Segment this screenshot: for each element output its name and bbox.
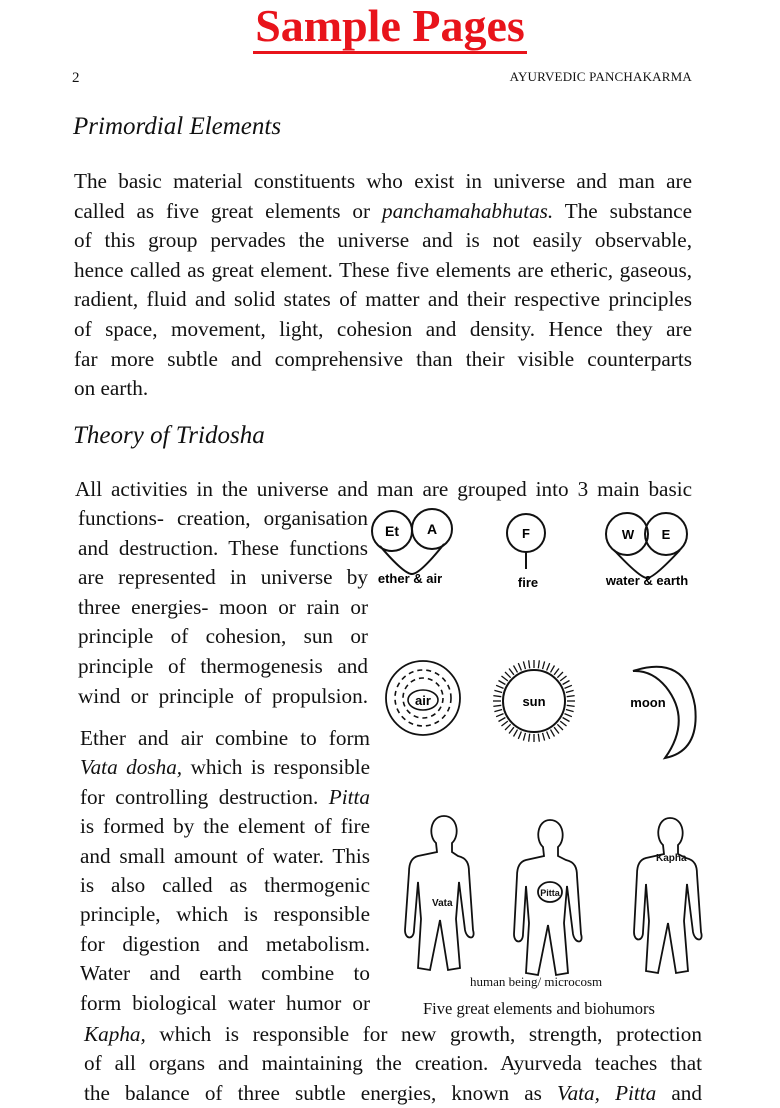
sun-ray xyxy=(543,733,545,741)
et-letter: Et xyxy=(385,523,399,539)
sun-ray xyxy=(547,663,550,670)
sun-ray xyxy=(563,681,570,685)
sun-ray xyxy=(551,665,555,672)
sun-ray xyxy=(560,721,566,726)
text-line: of space, movement, light, cohesion and density. Hence they are xyxy=(74,317,692,341)
text-line: three energies- moon or rain or xyxy=(78,594,368,619)
ether-air-diagram xyxy=(372,509,452,586)
air-label: air xyxy=(415,693,431,708)
ether-air-label: ether & air xyxy=(377,571,443,586)
fire-label: fire xyxy=(517,575,539,590)
sample-pages-banner: Sample Pages xyxy=(0,0,780,54)
s2-first-line: All activities in the universe and man are grouped into 3 main basic xyxy=(75,477,692,501)
text-line: radient, fluid and solid states of matter and their respective principles xyxy=(74,287,692,312)
page-number: 2 xyxy=(72,70,80,86)
text-line: functions- creation, organisation xyxy=(78,506,368,530)
text-line: and small amount of water. This xyxy=(80,843,370,868)
text-line: wind or principle of propulsion. xyxy=(78,683,368,708)
text-line: The basic material constituents who exist in universe and man are xyxy=(74,169,692,193)
text-line: are represented in universe by xyxy=(78,565,368,590)
water-earth-diagram xyxy=(605,513,688,588)
text-line: for digestion and metabolism. xyxy=(80,931,370,956)
sun-ray xyxy=(557,672,563,678)
sun-ray xyxy=(505,724,511,730)
text-line: of all organs and maintaining the creation. Ayurveda teaches that xyxy=(84,1051,702,1076)
f-letter: F xyxy=(522,526,530,541)
sun-ray xyxy=(564,685,571,688)
pitta-label: Pitta xyxy=(540,888,560,898)
sun-ray xyxy=(560,676,566,681)
text-line: Vata dosha, which is responsible xyxy=(80,755,370,780)
sun-ray xyxy=(543,661,545,669)
kapha-figure xyxy=(634,818,702,973)
water-earth-label: water & earth xyxy=(605,573,689,588)
sun-ray xyxy=(523,733,525,741)
sun-label: sun xyxy=(522,694,546,709)
pitta-figure xyxy=(514,820,582,975)
text-line: principle of cohesion, sun or xyxy=(78,624,368,649)
sun-ray xyxy=(557,724,563,730)
sun-ray xyxy=(518,731,521,738)
sun-ray xyxy=(501,721,507,726)
sun-ray xyxy=(547,731,550,738)
sun-ray xyxy=(564,714,571,717)
sun-ray xyxy=(567,696,575,697)
sun-ray xyxy=(509,668,514,674)
text-line: Kapha, which is responsible for new growth, strength, protection xyxy=(84,1022,702,1046)
sun-ray xyxy=(563,718,570,722)
vata-figure xyxy=(405,816,474,970)
sun-ray xyxy=(566,690,574,692)
text-line: and destruction. These functions xyxy=(78,535,368,560)
sun-ray xyxy=(498,681,505,685)
w-letter: W xyxy=(621,527,635,542)
a-letter: A xyxy=(426,521,438,537)
text-line: Ether and air combine to form xyxy=(80,726,370,750)
sun-ray xyxy=(529,734,530,742)
figure-caption-small: human being/ microcosm xyxy=(470,974,603,989)
text-line: hence called as great element. These five elements are etheric, gaseous, xyxy=(74,257,692,282)
sun-ray xyxy=(509,727,514,733)
text-line: is formed by the element of fire xyxy=(80,814,370,839)
moon-label: moon xyxy=(630,695,666,710)
text-line: form biological water humor or xyxy=(80,990,370,1015)
sun-ray xyxy=(514,665,518,672)
sun-ray xyxy=(518,663,521,670)
sun-ray xyxy=(501,676,507,681)
running-title: AYURVEDIC PANCHAKARMA xyxy=(509,69,692,84)
kapha-label: Kapha xyxy=(656,853,687,864)
fire-diagram xyxy=(507,514,545,590)
text-line: of this group pervades the universe and is not easily observable, xyxy=(74,228,692,253)
sun-ray xyxy=(493,705,501,706)
sun-ray xyxy=(498,718,505,722)
air-icon xyxy=(386,661,460,735)
text-line: for controlling destruction. Pitta xyxy=(80,784,370,809)
text-line: called as five great elements or panchamahabhutas. The substance xyxy=(74,198,692,223)
sun-ray xyxy=(514,730,518,737)
sun-ray xyxy=(505,672,511,678)
text-line: the balance of three subtle energies, known as Vata, Pitta and xyxy=(84,1080,702,1105)
section-title-primordial: Primordial Elements xyxy=(73,113,282,140)
text-line: principle, which is responsible xyxy=(80,902,370,927)
text-line: far more subtle and comprehensive than their visible counterparts xyxy=(74,346,692,371)
sun-ray xyxy=(494,710,502,712)
sun-ray xyxy=(523,661,525,669)
sun-ray xyxy=(551,730,555,737)
moon-icon xyxy=(630,667,695,758)
sun-ray xyxy=(567,705,575,706)
sun-ray xyxy=(566,710,574,712)
text-line: principle of thermogenesis and xyxy=(78,654,368,678)
sun-ray xyxy=(554,668,559,674)
sun-ray xyxy=(496,685,503,688)
sun-ray xyxy=(494,690,502,692)
vata-label: Vata xyxy=(432,898,453,909)
sun-ray xyxy=(538,734,539,742)
figure-caption: Five great elements and biohumors xyxy=(423,999,655,1018)
section-title-tridosha: Theory of Tridosha xyxy=(73,422,265,449)
text-line: is also called as thermogenic xyxy=(80,873,370,897)
text-line: Water and earth combine to xyxy=(80,961,370,986)
sun-ray xyxy=(493,696,501,697)
e-letter: E xyxy=(661,527,671,542)
sun-ray xyxy=(538,660,539,668)
sun-ray xyxy=(529,660,530,668)
sun-ray xyxy=(554,727,559,733)
text-line: on earth. xyxy=(74,376,149,401)
sun-icon xyxy=(493,660,575,742)
sun-ray xyxy=(496,714,503,717)
